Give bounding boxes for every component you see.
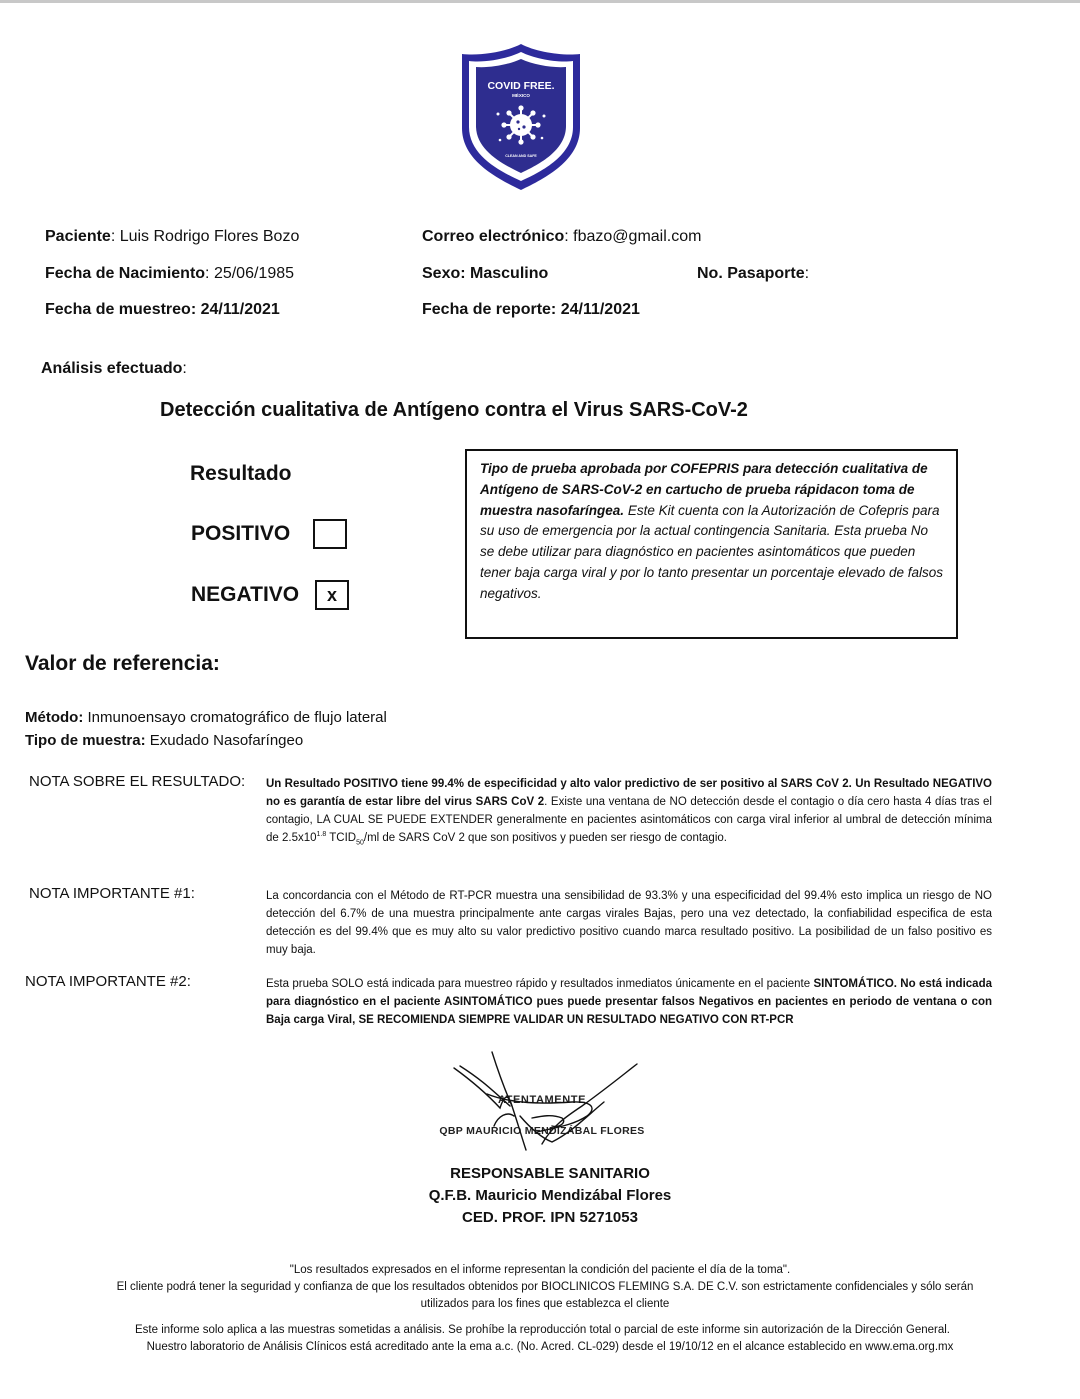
email-label: Correo electrónico bbox=[422, 228, 565, 245]
result-note-label: NOTA SOBRE EL RESULTADO: bbox=[29, 773, 246, 790]
patient-name-line bbox=[45, 227, 299, 247]
report-date: Fecha de reporte: 24/11/2021 bbox=[422, 301, 640, 318]
dob-label: Fecha de Nacimiento bbox=[45, 265, 206, 282]
note-2-bold: SINTOMÁTICO. No está indicada para diagnóstico en el paciente ASINTOMÁTICO pues puede presentar falsos Negativos en pacientes en periodo de ventana o con Baja carga Viral, SE RECOMIENDA SIEMPRE VALIDAR UN RESULTADO NEGATIVO CON RT-PCR bbox=[266, 978, 992, 1026]
result-note-text bbox=[266, 775, 992, 847]
top-border bbox=[0, 0, 1080, 3]
test-info-bold: Tipo de prueba aprobada por COFEPRIS para detección cualitativa de Antígeno de SARS-CoV-2 en cartucho de prueba rápidacon toma de muestra nasofaríngea. bbox=[480, 461, 928, 518]
professional-license: CED. PROF. IPN 5271053 bbox=[462, 1209, 638, 1226]
footer-line-5: Nuestro laboratorio de Análisis Clínicos está acreditado ante la ema a.c. (No. Acred. CL-029) desde el 19/10/12 en el alcance establecido en www.ema.org.mx bbox=[146, 1341, 954, 1353]
result-note-part-3: /ml de SARS CoV 2 que son positivos y pueden ser riesgo de contagio. bbox=[363, 832, 727, 844]
email-value: : fbazo@gmail.com bbox=[564, 228, 702, 245]
result-note-bold: Un Resultado POSITIVO tiene 99.4% de especificidad y alto valor predictivo de ser positivo al SARS CoV 2. Un Resultado NEGATIVO no es garantía de estar libre del virus SARS CoV 2 bbox=[266, 778, 992, 808]
passport-label: No. Pasaporte bbox=[697, 265, 805, 282]
reference-heading: Valor de referencia: bbox=[25, 652, 220, 675]
covid-free-logo bbox=[458, 42, 584, 192]
result-heading: Resultado bbox=[190, 462, 292, 485]
analysis-label-line bbox=[41, 360, 187, 378]
logo-title: COVID FREE. bbox=[487, 80, 555, 92]
footer-line-4: Este informe solo aplica a las muestras sometidas a análisis. Se prohíbe la reproducción total o parcial de este informe sin autorización de la Dirección General. bbox=[134, 1324, 950, 1336]
analysis-label-suffix: : bbox=[182, 360, 187, 377]
result-note-exponent: 1.8 bbox=[316, 831, 327, 839]
negative-label: NEGATIVO bbox=[191, 583, 300, 606]
stamp-line-2: QBP MAURICIO MENDIZÁBAL FLORES bbox=[439, 1125, 645, 1137]
stamp-line-1: ATENTAMENTE bbox=[497, 1094, 587, 1106]
test-info-text: Este Kit cuenta con la Autorización de Cofepris para su uso de emergencia por la actual contingencia Sanitaria. Esta prueba No se debe utilizar para diagnóstico en pacientes asintomáticos que pueden tener baja carga viral y por lo tanto presentar un porcentaje elevado de falsos negativos. bbox=[480, 502, 944, 601]
dob-value: : 25/06/1985 bbox=[205, 265, 295, 282]
note-1-label: NOTA IMPORTANTE #1: bbox=[29, 885, 195, 902]
positive-checkbox bbox=[313, 519, 347, 549]
sample-type-label: Tipo de muestra: bbox=[25, 732, 146, 749]
analysis-label: Análisis efectuado bbox=[41, 360, 183, 377]
note-2-text bbox=[266, 975, 992, 1029]
sex-field: Sexo: Masculino bbox=[422, 265, 549, 282]
responsible-name: Q.F.B. Mauricio Mendizábal Flores bbox=[428, 1187, 672, 1204]
signature-stamp bbox=[392, 1046, 692, 1156]
result-note-part-1: . Existe una ventana de NO detección desde el contagio o día cero hasta 4 días tras el contagio, LA CUAL SE PUEDE EXTENDER generalmente en pacientes asintomáticos con carga viral inferior al umbral de detección mínima de 2.5x10 bbox=[266, 796, 992, 844]
note-2-label: NOTA IMPORTANTE #2: bbox=[25, 973, 191, 990]
passport-line bbox=[697, 264, 809, 284]
footer-line-2: El cliente podrá tener la seguridad y confianza de que los resultados obtenidos por BIOCLINICOS FLEMING S.A. DE C.V. son estrictamente confidenciales y sólo serán bbox=[116, 1281, 974, 1293]
analysis-title: Detección cualitativa de Antígeno contra el Virus SARS-CoV-2 bbox=[160, 399, 748, 421]
responsible-role: RESPONSABLE SANITARIO bbox=[450, 1165, 650, 1182]
logo-subtitle: MÉXICO bbox=[512, 93, 530, 98]
method-label: Método: bbox=[25, 709, 84, 726]
negative-checkbox: x bbox=[315, 580, 349, 610]
sample-type-value: Exudado Nasofaríngeo bbox=[145, 732, 304, 749]
logo-tagline: CLEAN AND SAFE bbox=[505, 154, 537, 158]
method-value: Inmunoensayo cromatográfico de flujo lateral bbox=[83, 709, 387, 726]
sample-date: Fecha de muestreo: 24/11/2021 bbox=[45, 301, 280, 318]
method-line bbox=[25, 706, 387, 729]
dob-line bbox=[45, 264, 294, 284]
footer-line-1: "Los resultados expresados en el informe representan la condición del paciente el día de la toma". bbox=[289, 1264, 791, 1276]
note-1-text: La concordancia con el Método de RT-PCR muestra una sensibilidad de 93.3% y una especificidad del 99.4% esto implica un riesgo de NO detección del 6.7% de una muestra principalmente ante cargas virales Bajas, pero una vez detectado, la confiabilidad especifica de esta detección es del 99.4% que es muy alto su valor predictivo positivo cuando marca resultado positivo. La posibilidad de un falso positivo es muy baja. bbox=[266, 890, 992, 956]
footer-line-3: utilizados para los fines que establezca el cliente bbox=[420, 1298, 670, 1310]
result-note-subscript: 50 bbox=[356, 839, 364, 847]
result-note-part-2: TCID bbox=[326, 832, 357, 844]
patient-name-value: : Luis Rodrigo Flores Bozo bbox=[110, 228, 300, 245]
note-2-regular: Esta prueba SOLO está indicada para muestreo rápido y resultados inmediatos únicamente en el paciente bbox=[266, 978, 814, 990]
positive-label: POSITIVO bbox=[191, 522, 291, 545]
email-line bbox=[422, 227, 701, 247]
passport-value: : bbox=[804, 265, 810, 282]
sample-type-line bbox=[25, 729, 303, 752]
test-info-box bbox=[465, 449, 958, 639]
patient-name-label: Paciente bbox=[45, 228, 111, 245]
